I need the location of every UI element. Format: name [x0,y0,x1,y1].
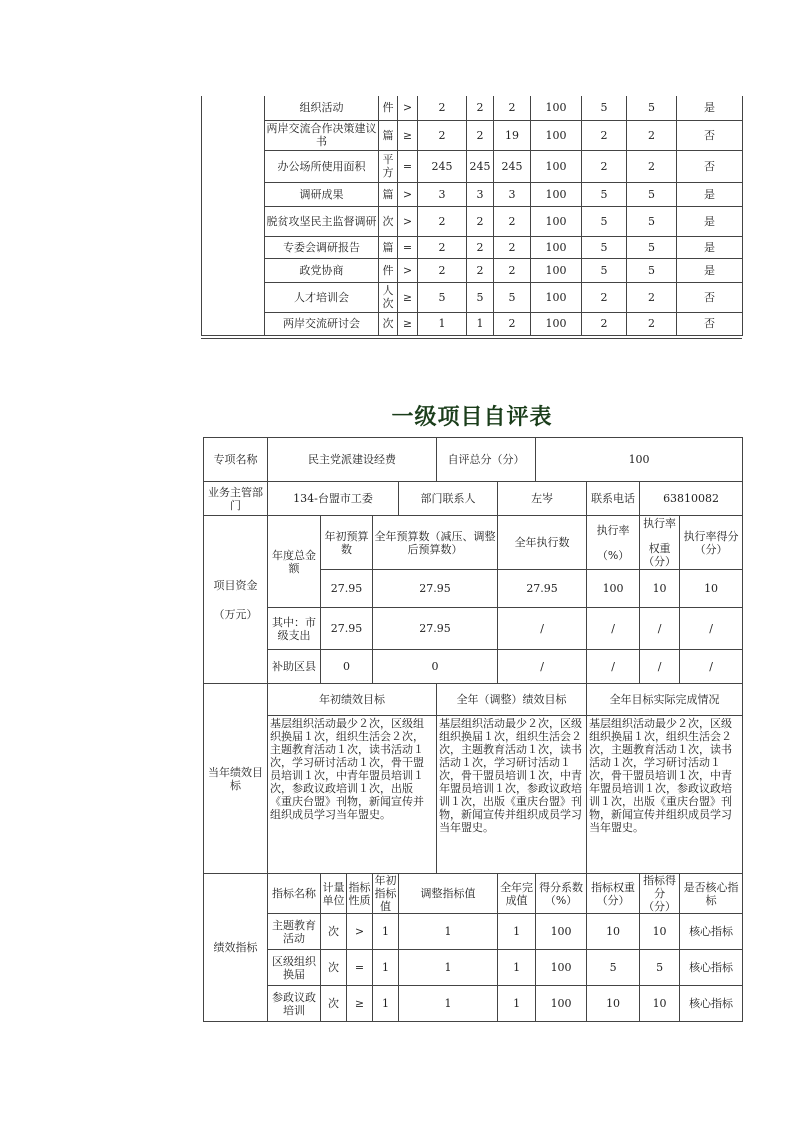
cell-v2: 2 [467,206,494,236]
cell-v3: 3 [494,182,531,206]
perf-v3: 1 [498,986,536,1022]
total-weight: 10 [640,570,680,608]
cell-s: 2 [627,282,677,312]
cell-v2: 2 [467,258,494,282]
cell-rate: 100 [531,150,582,182]
cell-s: 5 [627,258,677,282]
fund-label-line1: 项目资金 [213,578,258,592]
cell-v2: 2 [467,96,494,120]
district-exec: / [498,650,587,684]
perf-label: 绩效指标 [204,874,268,1022]
cell-w: 5 [582,258,627,282]
perf-core: 核心指标 [680,950,743,986]
cell-w: 2 [582,120,627,150]
cell-core: 否 [677,120,743,150]
cell-v1: 2 [418,258,467,282]
cell-rate: 100 [531,282,582,312]
perf-name: 参政议政培训 [268,986,321,1022]
cell-w: 2 [582,282,627,312]
category-spacer [202,96,265,335]
cell-op: > [398,258,418,282]
cell-op: > [398,206,418,236]
district-init: 0 [321,650,373,684]
table-row [202,236,743,258]
goal-text-adjusted: 基层组织活动最少２次，区级组织换届１次，组织生活会２次，主题教育活动１次，读书活动１次，学习研讨活动１次，骨干盟员培训１次，中青年盟员培训１次，参政议政培训１次，出版《重庆台盟》刊物，新闻宣传并组织成员学习当年盟史。 [437,716,587,874]
perf-weight: 10 [587,986,640,1022]
score-label: 执行率得分（分） [680,516,743,570]
perf-weight: 10 [587,914,640,950]
perf-header: 指标名称 [268,874,321,914]
cell-v1: 2 [418,236,467,258]
perf-unit: 次 [321,986,347,1022]
cell-v1: 2 [418,206,467,236]
perf-header: 全年完成值 [498,874,536,914]
cell-w: 5 [582,96,627,120]
cell-v3: 245 [494,150,531,182]
goal-text-initial: 基层组织活动最少２次，区级组织换届１次，组织生活会２次，主题教育活动１次，读书活动１次，学习研讨活动１次，骨干盟员培训１次，中青年盟员培训１次，参政议政培训１次，出版《重庆台盟》刊物，新闻宣传并组织成员学习当年盟史。 [268,716,437,874]
total-rate: 100 [587,570,640,608]
table-row [202,96,743,120]
cell-v1: 2 [418,120,467,150]
cell-unit: 平方 [379,150,398,182]
cell-v2: 2 [467,236,494,258]
perf-rate: 100 [536,914,587,950]
perf-core: 核心指标 [680,986,743,1022]
cell-v2: 1 [467,312,494,335]
perf-v1: 1 [373,986,399,1022]
cell-name: 专委会调研报告 [265,236,379,258]
self-score-value: 100 [536,438,743,482]
perf-header: 得分系数（%） [536,874,587,914]
cell-unit: 篇 [379,236,398,258]
cell-unit: 篇 [379,182,398,206]
cell-core: 否 [677,312,743,335]
city-score: / [680,608,743,650]
perf-score: 10 [640,986,680,1022]
cell-core: 是 [677,182,743,206]
table-row [202,312,743,335]
goal-head-initial: 年初绩效目标 [268,684,437,716]
cell-rate: 100 [531,258,582,282]
cell-v1: 2 [418,96,467,120]
perf-header: 调整指标值 [399,874,498,914]
perf-v1: 1 [373,950,399,986]
cell-w: 5 [582,236,627,258]
cell-w: 5 [582,206,627,236]
dept-label: 业务主管部门 [204,482,268,516]
fund-label-line2: （万元） [213,607,258,621]
table-row [202,120,743,150]
continuation-indicator-table [201,96,743,336]
perf-v2: 1 [399,950,498,986]
city-rate: / [587,608,640,650]
self-score-label: 自评总分（分） [437,438,536,482]
cell-s: 5 [627,206,677,236]
special-name-label: 专项名称 [204,438,268,482]
cell-core: 是 [677,258,743,282]
cell-core: 是 [677,236,743,258]
table-row [202,150,743,182]
cell-v1: 245 [418,150,467,182]
cell-core: 否 [677,150,743,182]
cell-op: = [398,150,418,182]
perf-v1: 1 [373,914,399,950]
cell-unit: 次 [379,206,398,236]
cell-rate: 100 [531,182,582,206]
cell-unit: 件 [379,258,398,282]
perf-header: 指标权重（分） [587,874,640,914]
perf-name: 区级组织换届 [268,950,321,986]
perf-score: 10 [640,914,680,950]
dept-value: 134-台盟市工委 [268,482,399,516]
cell-v1: 5 [418,282,467,312]
table-row [202,282,743,312]
perf-header: 计量单位 [321,874,347,914]
full-budget-label: 全年预算数（减压、调整后预算数） [373,516,498,570]
perf-core: 核心指标 [680,914,743,950]
rate-label: 执行率 （%） [587,516,640,570]
cell-s: 5 [627,236,677,258]
cell-w: 2 [582,312,627,335]
cell-core: 是 [677,96,743,120]
cell-v2: 2 [467,120,494,150]
cell-rate: 100 [531,206,582,236]
table-bottom-border [201,338,742,339]
cell-w: 2 [582,150,627,182]
cell-v3: 2 [494,312,531,335]
cell-v2: 5 [467,282,494,312]
cell-s: 2 [627,312,677,335]
cell-op: ≥ [398,282,418,312]
cell-op: = [398,236,418,258]
init-budget-label: 年初预算数 [321,516,373,570]
table-row [202,182,743,206]
perf-v2: 1 [399,986,498,1022]
goal-text-actual: 基层组织活动最少２次，区级组织换届１次，组织生活会２次，主题教育活动１次，读书活动１次，学习研讨活动１次，骨干盟员培训１次，中青年盟员培训１次，参政议政培训１次，出版《重庆台盟》刊物，新闻宣传并组织成员学习当年盟史。 [587,716,743,874]
phone-value: 63810082 [640,482,743,516]
cell-name: 脱贫攻坚民主监督调研 [265,206,379,236]
cell-v2: 3 [467,182,494,206]
cell-op: ≥ [398,312,418,335]
district-full: 0 [373,650,498,684]
perf-v3: 1 [498,914,536,950]
cell-name: 办公场所使用面积 [265,150,379,182]
perf-op: > [347,914,373,950]
weight-label: 执行率 权重（分） [640,516,680,570]
cell-unit: 次 [379,312,398,335]
table-row [202,206,743,236]
annual-total-label: 年度总金额 [268,516,321,608]
cell-v3: 19 [494,120,531,150]
cell-unit: 件 [379,96,398,120]
perf-op: ≥ [347,986,373,1022]
perf-unit: 次 [321,950,347,986]
perf-rate: 100 [536,950,587,986]
cell-v3: 2 [494,236,531,258]
total-score: 10 [680,570,743,608]
goal-head-adjusted: 全年（调整）绩效目标 [437,684,587,716]
exec-label: 全年执行数 [498,516,587,570]
district-rate: / [587,650,640,684]
cell-name: 两岸交流合作决策建议书 [266,122,377,148]
goal-head-actual: 全年目标实际完成情况 [587,684,743,716]
perf-score: 5 [640,950,680,986]
perf-v2: 1 [399,914,498,950]
perf-unit: 次 [321,914,347,950]
cell-s: 5 [627,96,677,120]
perf-weight: 5 [587,950,640,986]
perf-header: 指标得分（分） [640,874,680,914]
self-evaluation-table [203,437,743,1022]
cell-s: 2 [627,120,677,150]
cell-s: 5 [627,182,677,206]
cell-name: 两岸交流研讨会 [265,312,379,335]
cell-op: > [398,96,418,120]
district-score: / [680,650,743,684]
cell-rate: 100 [531,120,582,150]
phone-label: 联系电话 [587,482,640,516]
cell-s: 2 [627,150,677,182]
cell-op: > [398,182,418,206]
cell-name: 政党协商 [265,258,379,282]
page-title: 一级项目自评表 [391,405,553,430]
cell-v1: 3 [418,182,467,206]
cell-v1: 1 [418,312,467,335]
total-init: 27.95 [321,570,373,608]
cell-name: 组织活动 [265,96,379,120]
perf-op: = [347,950,373,986]
cell-v2: 245 [467,150,494,182]
contact-value: 左岑 [498,482,587,516]
fund-label [204,516,268,684]
cell-core: 否 [677,282,743,312]
perf-rate: 100 [536,986,587,1022]
perf-name: 主题教育活动 [268,914,321,950]
cell-w: 5 [582,182,627,206]
cell-rate: 100 [531,96,582,120]
total-exec: 27.95 [498,570,587,608]
district-label: 补助区县 [268,650,321,684]
goal-label: 当年绩效目标 [204,684,268,874]
cell-v3: 2 [494,258,531,282]
district-weight: / [640,650,680,684]
cell-name: 人才培训会 [265,282,379,312]
special-name-value: 民主党派建设经费 [268,438,437,482]
cell-op: ≥ [398,120,418,150]
cell-v3: 2 [494,96,531,120]
cell-core: 是 [677,206,743,236]
city-weight: / [640,608,680,650]
cell-v3: 5 [494,282,531,312]
perf-v3: 1 [498,950,536,986]
city-label: 其中：市级支出 [268,608,321,650]
cell-name: 调研成果 [265,182,379,206]
cell-unit: 人次 [379,282,398,312]
cell-rate: 100 [531,236,582,258]
table-row [202,258,743,282]
cell-v3: 2 [494,206,531,236]
total-full: 27.95 [373,570,498,608]
city-full: 27.95 [373,608,498,650]
cell-unit: 篇 [379,120,398,150]
perf-header: 是否核心指标 [680,874,743,914]
contact-label: 部门联系人 [399,482,498,516]
cell-rate: 100 [531,312,582,335]
perf-header: 年初指标值 [374,874,397,913]
city-exec: / [498,608,587,650]
city-init: 27.95 [321,608,373,650]
perf-header: 指标性质 [347,874,373,914]
